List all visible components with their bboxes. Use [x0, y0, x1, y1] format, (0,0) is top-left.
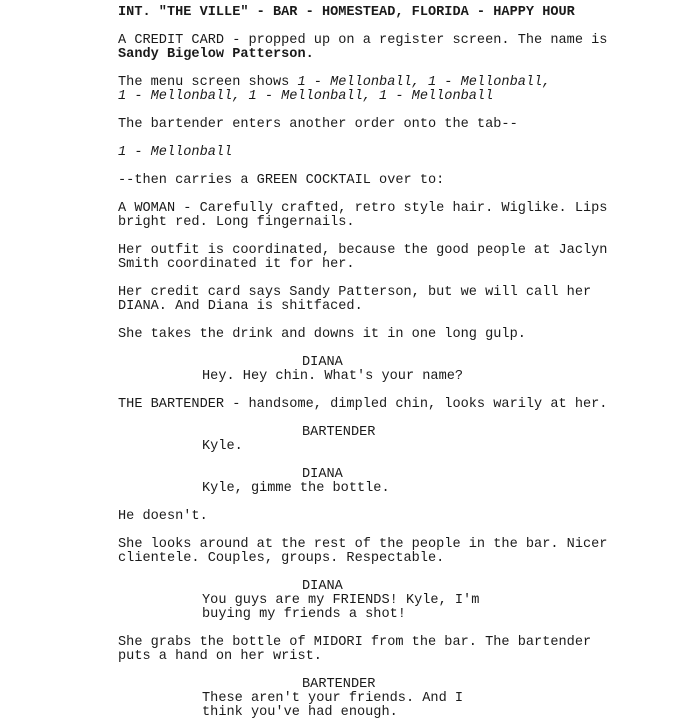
dialogue-block [118, 580, 678, 622]
action-line: A WOMAN - Carefully crafted, retro style hair. Wiglike. Lips [118, 201, 608, 216]
dialogue-line: think you've had enough. [202, 705, 398, 720]
action-line: Her outfit is coordinated, because the good people at Jaclyn [118, 243, 608, 258]
action-paragraph [118, 76, 678, 104]
scene-heading: INT. "THE VILLE" - BAR - HOMESTEAD, FLORIDA - HAPPY HOUR [118, 5, 575, 20]
dialogue-line: You guys are my FRIENDS! Kyle, I'm [202, 593, 480, 608]
action-paragraph [118, 538, 678, 566]
dialogue-block [118, 356, 678, 384]
action-paragraph [118, 244, 678, 272]
menu-screen-text: 1 - Mellonball, 1 - Mellonball, [297, 75, 551, 90]
screenplay-body [118, 6, 678, 720]
dialogue-block [118, 426, 678, 454]
dialogue-line: Kyle, gimme the bottle. [202, 481, 390, 496]
character-name: DIANA [302, 355, 343, 370]
dialogue-line: Hey. Hey chin. What's your name? [202, 369, 464, 384]
action-line: THE BARTENDER - handsome, dimpled chin, looks warily at her. [118, 397, 608, 412]
action-paragraph [118, 34, 678, 62]
menu-screen-text: 1 - Mellonball [118, 145, 233, 160]
character-name: BARTENDER [302, 677, 376, 692]
action-line [118, 76, 678, 90]
action-line: DIANA. And Diana is shitfaced. [118, 299, 363, 314]
action-paragraph [118, 202, 678, 230]
action-line: clientele. Couples, groups. Respectable. [118, 551, 445, 566]
action-paragraph [118, 286, 678, 314]
dialogue-line: Kyle. [202, 439, 243, 454]
action-line: A CREDIT CARD - propped up on a register screen. The name is [118, 33, 608, 48]
action-line: --then carries a GREEN COCKTAIL over to: [118, 173, 445, 188]
character-name: BARTENDER [302, 425, 376, 440]
action-text: The menu screen shows [118, 75, 298, 90]
action-line: She takes the drink and downs it in one long gulp. [118, 327, 526, 342]
action-line: The bartender enters another order onto the tab-- [118, 117, 518, 132]
dialogue-block [118, 468, 678, 496]
character-name: DIANA [302, 467, 343, 482]
action-paragraph [118, 636, 678, 664]
action-line: He doesn't. [118, 509, 208, 524]
dialogue-block [118, 678, 678, 720]
action-line: She grabs the bottle of MIDORI from the bar. The bartender [118, 635, 592, 650]
action-line: bright red. Long fingernails. [118, 215, 355, 230]
action-line-bold-name: Sandy Bigelow Patterson. [118, 47, 314, 62]
dialogue-line: buying my friends a shot! [202, 607, 406, 622]
action-line: puts a hand on her wrist. [118, 649, 322, 664]
action-line: Smith coordinated it for her. [118, 257, 355, 272]
action-line: She looks around at the rest of the people in the bar. Nicer [118, 537, 608, 552]
action-line: Her credit card says Sandy Patterson, but we will call her [118, 285, 592, 300]
menu-screen-text: 1 - Mellonball, 1 - Mellonball, 1 - Mellonball [118, 89, 494, 104]
character-name: DIANA [302, 579, 343, 594]
dialogue-line: These aren't your friends. And I [202, 691, 464, 706]
